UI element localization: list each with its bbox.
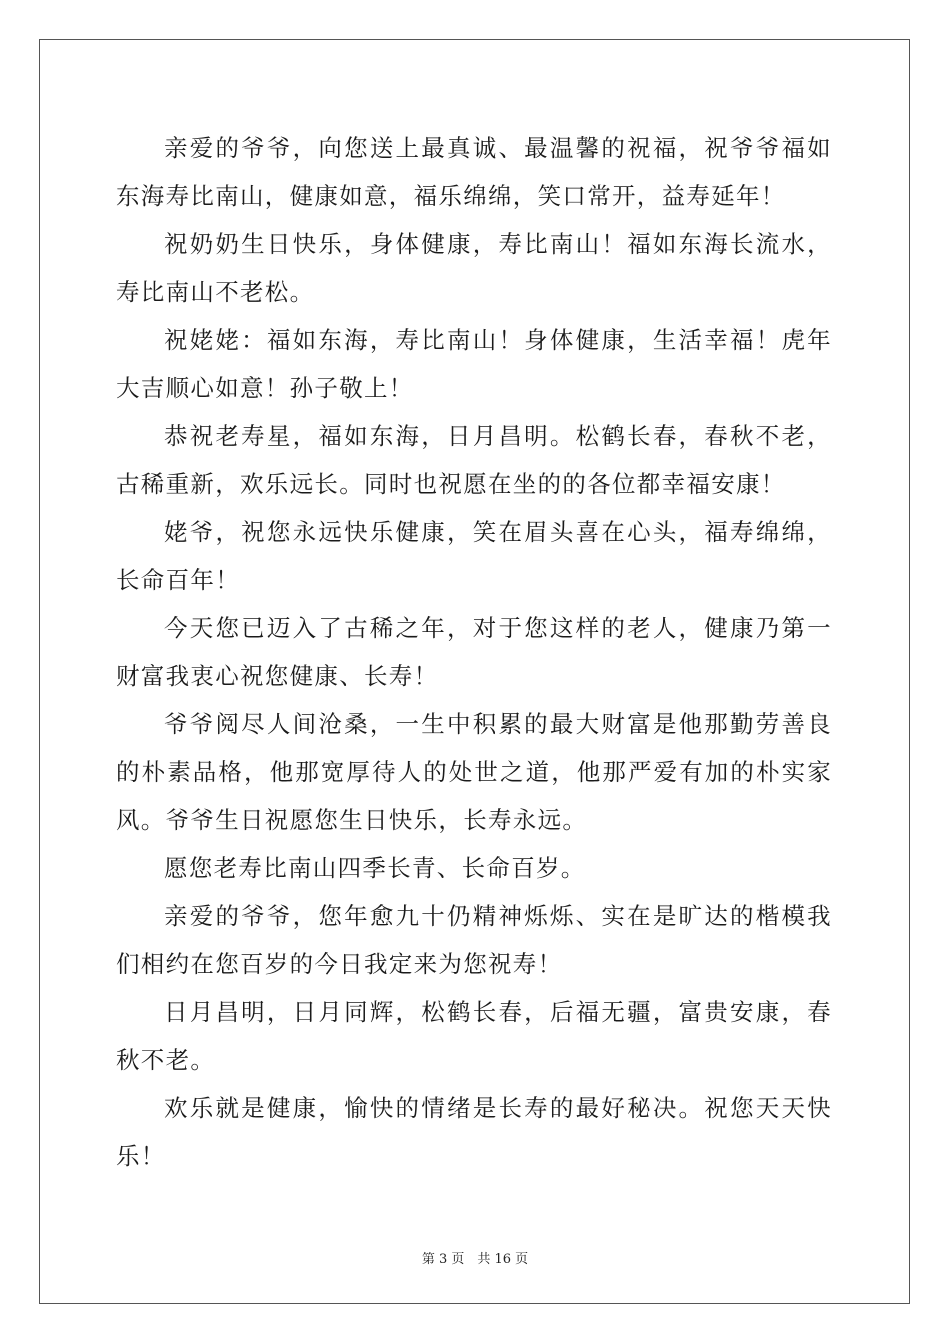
paragraph: 亲爱的爷爷，向您送上最真诚、最温馨的祝福，祝爷爷福如东海寿比南山，健康如意，福乐绵绵，笑口常开，益寿延年！ [116, 134, 832, 210]
paragraph: 恭祝老寿星，福如东海，日月昌明。松鹤长春，春秋不老，古稀重新，欢乐远长。同时也祝愿在坐的的各位都幸福安康！ [116, 422, 832, 498]
document-body [116, 124, 832, 1180]
paragraph: 日月昌明，日月同辉，松鹤长春，后福无疆，富贵安康，春秋不老。 [116, 998, 832, 1074]
page-number: 第 3 页 共 16 页 [421, 1252, 529, 1267]
paragraph: 今天您已迈入了古稀之年，对于您这样的老人，健康乃第一财富我衷心祝您健康、长寿！ [116, 614, 832, 690]
paragraph: 祝奶奶生日快乐，身体健康，寿比南山！福如东海长流水，寿比南山不老松。 [116, 230, 832, 306]
paragraph: 亲爱的爷爷，您年愈九十仍精神烁烁、实在是旷达的楷模我们相约在您百岁的今日我定来为您祝寿！ [116, 902, 832, 978]
paragraph: 愿您老寿比南山四季长青、长命百岁。 [164, 854, 586, 882]
paragraph: 祝姥姥：福如东海，寿比南山！身体健康，生活幸福！虎年大吉顺心如意！孙子敬上！ [116, 326, 832, 402]
paragraph: 欢乐就是健康，愉快的情绪是长寿的最好秘决。祝您天天快乐！ [116, 1094, 832, 1170]
paragraph: 爷爷阅尽人间沧桑，一生中积累的最大财富是他那勤劳善良的朴素品格，他那宽厚待人的处世之道，他那严爱有加的朴实家风。爷爷生日祝愿您生日快乐，长寿永远。 [116, 710, 832, 834]
paragraph: 姥爷，祝您永远快乐健康，笑在眉头喜在心头，福寿绵绵，长命百年！ [116, 518, 832, 594]
